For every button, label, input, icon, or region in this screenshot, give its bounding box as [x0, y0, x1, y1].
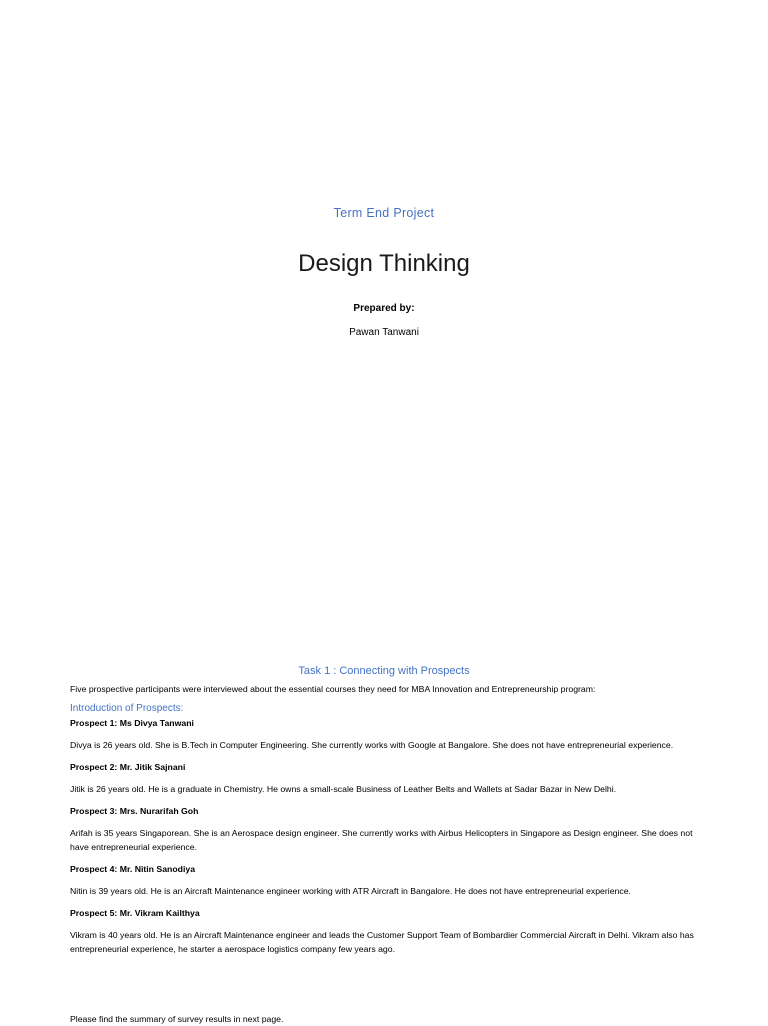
footer-note: Please find the summary of survey results in next page. — [70, 1014, 284, 1024]
prospect-2-description: Jitik is 26 years old. He is a graduate in Chemistry. He owns a small-scale Business of Leather Belts and Wallets at Sadar Bazar in New Delhi. — [70, 784, 617, 794]
prospect-4-name: Prospect 4: Mr. Nitin Sanodiya — [70, 864, 196, 874]
prospect-3-description: Arifah is 35 years Singaporean. She is an Aerospace design engineer. She currently works with Airbus Helicopters in Singapore as Design engineer. She does not have entrepreneurial experience. — [70, 828, 693, 852]
prospect-3-name: Prospect 3: Mrs. Nurarifah Goh — [70, 806, 199, 816]
document-title: Design Thinking — [298, 250, 470, 277]
task-body — [70, 682, 702, 964]
prospect-5-name: Prospect 5: Mr. Vikram Kailthya — [70, 908, 200, 918]
prospect-1-name: Prospect 1: Ms Divya Tanwani — [70, 718, 194, 728]
prospect-4-description: Nitin is 39 years old. He is an Aircraft Maintenance engineer working with ATR Aircraft in Bangalore. He does not have entrepreneurial experience. — [70, 886, 631, 896]
document-subtitle: Term End Project — [333, 206, 435, 220]
task-intro: Five prospective participants were interviewed about the essential courses they need for MBA Innovation and Entrepreneurship program: — [70, 684, 596, 694]
prospect-1-description: Divya is 26 years old. She is B.Tech in Computer Engineering. She currently works with Google at Bangalore. She does not have entrepreneurial experience. — [70, 740, 674, 750]
prepared-by-label: Prepared by: — [353, 303, 415, 314]
prospect-2-name: Prospect 2: Mr. Jitik Sajnani — [70, 762, 186, 772]
task-heading: Task 1 : Connecting with Prospects — [298, 665, 470, 677]
prospect-5-description: Vikram is 40 years old. He is an Aircraft Maintenance engineer and leads the Customer Support Team of Bombardier Commercial Aircraft in Delhi. Vikram also has entrepreneurial experience, he starter a aerospace logistics company few years ago. — [70, 930, 694, 954]
author-name: Pawan Tanwani — [349, 327, 419, 338]
prospects-section-heading: Introduction of Prospects: — [70, 703, 184, 714]
